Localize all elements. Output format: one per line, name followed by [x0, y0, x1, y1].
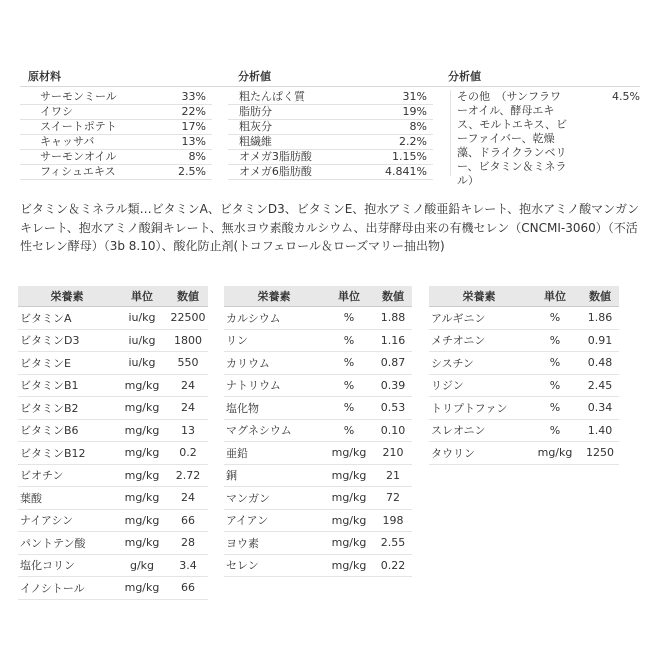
nutrient-value: 24: [168, 397, 208, 420]
nutrient-unit: mg/kg: [324, 554, 374, 577]
nutrient-name: カルシウム: [224, 307, 324, 330]
nutrient-value: 28: [168, 532, 208, 555]
nutrient-value: 2.55: [374, 532, 412, 555]
nutrient-unit: mg/kg: [116, 419, 168, 442]
analysis-other: [450, 90, 640, 187]
nutrient-value: 24: [168, 374, 208, 397]
nutrient-unit: mg/kg: [116, 577, 168, 600]
header-unit: 単位: [116, 286, 168, 307]
nutrient-table-header: [429, 286, 619, 307]
analysis-row: [228, 150, 433, 165]
nutrient-name: 塩化物: [224, 397, 324, 420]
nutrient-row: [224, 464, 412, 487]
nutrient-value: 0.87: [374, 352, 412, 375]
nutrient-value: 198: [374, 509, 412, 532]
nutrient-name: ビタミンB2: [18, 397, 116, 420]
nutrient-unit: %: [324, 397, 374, 420]
vitamin-mineral-paragraph: ビタミン＆ミネラル類…ビタミンA、ビタミンD3、ビタミンE、抱水アミノ酸亜鉛キレート、抱水アミノ酸マンガンキレート、抱水アミノ酸銅キレート、無水ヨウ素酸カルシウム、出芽酵母由来の有機セレン（CNCMI-3060）（不活性セレン酵母）（3b 8.10）、酸化防止剤(トコフェロール＆ローズマリー抽出物): [20, 202, 640, 253]
header-nutrient: 栄養素: [18, 286, 116, 307]
nutrient-name: ビタミンB6: [18, 419, 116, 442]
nutrient-name: ビタミンD3: [18, 329, 116, 352]
nutrient-row: [18, 532, 208, 555]
nutrient-value: 1.40: [581, 419, 619, 442]
analysis-row-value: 1.15%: [392, 150, 427, 163]
nutrient-unit: %: [529, 307, 581, 330]
header-unit: 単位: [324, 286, 374, 307]
analysis-row-name: 粗灰分: [239, 120, 272, 133]
ingredient-row: [20, 150, 212, 165]
header-nutrient: 栄養素: [224, 286, 324, 307]
nutrient-row: [18, 554, 208, 577]
nutrient-row: [224, 442, 412, 465]
nutrient-row: [224, 419, 412, 442]
nutrient-row: [18, 397, 208, 420]
nutrient-unit: mg/kg: [116, 397, 168, 420]
nutrient-row: [224, 509, 412, 532]
nutrient-row: [18, 352, 208, 375]
header-value: 数値: [168, 286, 208, 307]
nutrient-name: タウリン: [429, 442, 529, 465]
nutrient-row: [224, 307, 412, 330]
nutrient-row: [224, 329, 412, 352]
nutrient-value: 1.88: [374, 307, 412, 330]
nutrient-table-vitamins: [18, 286, 208, 600]
nutrient-unit: mg/kg: [324, 464, 374, 487]
nutrient-value: 1250: [581, 442, 619, 465]
ingredient-row: [20, 120, 212, 135]
nutrient-table-header: [224, 286, 412, 307]
nutrient-value: 66: [168, 509, 208, 532]
nutrient-unit: %: [529, 329, 581, 352]
analysis-row: [228, 135, 433, 150]
ingredient-row-name: サーモンオイル: [40, 150, 117, 163]
nutrient-value: 210: [374, 442, 412, 465]
nutrient-name: 銅: [224, 464, 324, 487]
nutrient-row: [224, 374, 412, 397]
nutrient-name: ビタミンB1: [18, 374, 116, 397]
nutrient-name: スレオニン: [429, 419, 529, 442]
analysis-row-value: 2.2%: [399, 135, 427, 148]
nutrient-row: [429, 374, 619, 397]
nutrient-name: イノシトール: [18, 577, 116, 600]
nutrient-name: シスチン: [429, 352, 529, 375]
nutrient-row: [429, 307, 619, 330]
nutrient-unit: %: [529, 397, 581, 420]
nutrient-value: 72: [374, 487, 412, 510]
ingredient-row: [20, 105, 212, 120]
nutrient-table-header: [18, 286, 208, 307]
nutrient-unit: %: [529, 352, 581, 375]
nutrient-name: ビタミンE: [18, 352, 116, 375]
nutrient-value: 0.10: [374, 419, 412, 442]
nutrient-name: アイアン: [224, 509, 324, 532]
other-value: 4.5%: [612, 90, 640, 103]
nutrient-row: [429, 397, 619, 420]
ingredient-row: [20, 165, 212, 180]
nutrient-value: 3.4: [168, 554, 208, 577]
nutrient-value: 0.22: [374, 554, 412, 577]
nutrient-row: [429, 419, 619, 442]
other-row: [450, 90, 640, 187]
nutrient-value: 1.86: [581, 307, 619, 330]
ingredient-row-value: 33%: [181, 90, 206, 103]
nutrient-name: メチオニン: [429, 329, 529, 352]
analysis-row: [228, 120, 433, 135]
nutrient-unit: iu/kg: [116, 329, 168, 352]
nutrient-value: 2.72: [168, 464, 208, 487]
analysis-row: [228, 165, 433, 180]
nutrient-value: 0.34: [581, 397, 619, 420]
nutrient-name: セレン: [224, 554, 324, 577]
nutrient-name: 葉酸: [18, 487, 116, 510]
nutrient-table-amino-acids: [429, 286, 619, 465]
nutrient-unit: mg/kg: [116, 532, 168, 555]
nutrient-unit: mg/kg: [529, 442, 581, 465]
analysis-row-name: 粗繊維: [239, 135, 272, 148]
nutrient-value: 1.16: [374, 329, 412, 352]
nutrient-value: 66: [168, 577, 208, 600]
nutrient-row: [18, 442, 208, 465]
ingredient-row-value: 17%: [181, 120, 206, 133]
nutrient-name: ナイアシン: [18, 509, 116, 532]
nutrient-row: [18, 329, 208, 352]
ingredient-row-name: スイートポテト: [40, 120, 117, 133]
nutrient-row: [224, 487, 412, 510]
analysis-row-name: 粗たんぱく質: [239, 90, 305, 103]
nutrient-name: マンガン: [224, 487, 324, 510]
nutrient-row: [18, 374, 208, 397]
nutrient-unit: mg/kg: [116, 442, 168, 465]
nutrient-row: [224, 532, 412, 555]
nutrient-row: [18, 487, 208, 510]
ingredient-row-value: 13%: [181, 135, 206, 148]
analysis-row-name: オメガ3脂肪酸: [239, 150, 312, 163]
nutrient-value: 21: [374, 464, 412, 487]
nutrient-unit: mg/kg: [116, 487, 168, 510]
nutrient-row: [224, 554, 412, 577]
nutrient-name: パントテン酸: [18, 532, 116, 555]
analysis-row-value: 19%: [402, 105, 427, 118]
nutrient-value: 0.39: [374, 374, 412, 397]
analysis-list: [228, 90, 433, 180]
nutrient-name: ビオチン: [18, 464, 116, 487]
nutrient-unit: %: [324, 419, 374, 442]
nutrient-name: ビタミンA: [18, 307, 116, 330]
nutrient-value: 0.53: [374, 397, 412, 420]
nutrient-name: 亜鉛: [224, 442, 324, 465]
nutrient-value: 13: [168, 419, 208, 442]
nutrient-name: リン: [224, 329, 324, 352]
analysis-row: [228, 90, 433, 105]
nutrient-value: 550: [168, 352, 208, 375]
analysis-heading: 分析値: [238, 70, 271, 83]
nutrient-value: 24: [168, 487, 208, 510]
ingredients-list: [20, 90, 212, 180]
analysis-row-value: 4.841%: [385, 165, 427, 178]
nutrient-value: 22500: [168, 307, 208, 330]
nutrient-value: 2.45: [581, 374, 619, 397]
analysis-row-value: 8%: [409, 120, 427, 133]
nutrient-unit: %: [324, 352, 374, 375]
nutrient-name: トリプトファン: [429, 397, 529, 420]
nutrient-unit: mg/kg: [116, 464, 168, 487]
nutrient-table-minerals: [224, 286, 412, 577]
composition-section: [20, 66, 640, 187]
analysis-row: [228, 105, 433, 120]
analysis-row-name: オメガ6脂肪酸: [239, 165, 312, 178]
nutrient-row: [18, 464, 208, 487]
ingredient-row: [20, 135, 212, 150]
nutrient-row: [18, 577, 208, 600]
nutrient-unit: %: [324, 374, 374, 397]
nutrient-name: 塩化コリン: [18, 554, 116, 577]
nutrient-row: [429, 329, 619, 352]
ingredient-row-value: 2.5%: [178, 165, 206, 178]
nutrient-unit: mg/kg: [324, 509, 374, 532]
nutrient-row: [429, 442, 619, 465]
nutrient-unit: g/kg: [116, 554, 168, 577]
nutrient-name: ビタミンB12: [18, 442, 116, 465]
nutrient-name: マグネシウム: [224, 419, 324, 442]
header-value: 数値: [581, 286, 619, 307]
nutrient-value: 0.91: [581, 329, 619, 352]
nutrient-name: アルギニン: [429, 307, 529, 330]
ingredient-row: [20, 90, 212, 105]
nutrient-unit: mg/kg: [324, 532, 374, 555]
nutrient-row: [18, 419, 208, 442]
header-unit: 単位: [529, 286, 581, 307]
nutrient-name: ヨウ素: [224, 532, 324, 555]
nutrient-name: ナトリウム: [224, 374, 324, 397]
ingredient-row-name: キャッサバ: [40, 135, 95, 148]
nutrient-unit: iu/kg: [116, 307, 168, 330]
nutrient-row: [18, 307, 208, 330]
nutrient-unit: %: [324, 307, 374, 330]
nutrient-value: 1800: [168, 329, 208, 352]
composition-header-row: [20, 66, 640, 87]
ingredient-row-name: イワシ: [40, 105, 73, 118]
nutrient-row: [429, 352, 619, 375]
analysis-heading-2: 分析値: [448, 70, 481, 83]
nutrient-value: 0.48: [581, 352, 619, 375]
nutrient-row: [224, 397, 412, 420]
header-nutrient: 栄養素: [429, 286, 529, 307]
ingredients-heading: 原材料: [28, 70, 61, 83]
nutrient-unit: %: [529, 419, 581, 442]
header-value: 数値: [374, 286, 412, 307]
ingredient-row-value: 22%: [181, 105, 206, 118]
nutrient-unit: mg/kg: [324, 487, 374, 510]
nutrient-unit: mg/kg: [324, 442, 374, 465]
nutrient-name: カリウム: [224, 352, 324, 375]
nutrient-name: リジン: [429, 374, 529, 397]
other-name: その他 （サンフラワーオイル、酵母エキス、モルトエキス、ビーファイバー、乾燥藻、ドライクランベリー、ビタミン＆ミネラル）: [457, 90, 567, 187]
ingredient-row-name: フィシュエキス: [40, 165, 116, 178]
nutrient-row: [18, 509, 208, 532]
nutrient-unit: mg/kg: [116, 509, 168, 532]
nutrient-unit: iu/kg: [116, 352, 168, 375]
analysis-row-value: 31%: [402, 90, 427, 103]
nutrient-unit: %: [529, 374, 581, 397]
ingredient-row-value: 8%: [188, 150, 206, 163]
nutrient-unit: %: [324, 329, 374, 352]
analysis-row-name: 脂肪分: [239, 105, 272, 118]
nutrient-row: [224, 352, 412, 375]
nutrient-value: 0.2: [168, 442, 208, 465]
nutrient-unit: mg/kg: [116, 374, 168, 397]
ingredient-row-name: サーモンミール: [40, 90, 117, 103]
